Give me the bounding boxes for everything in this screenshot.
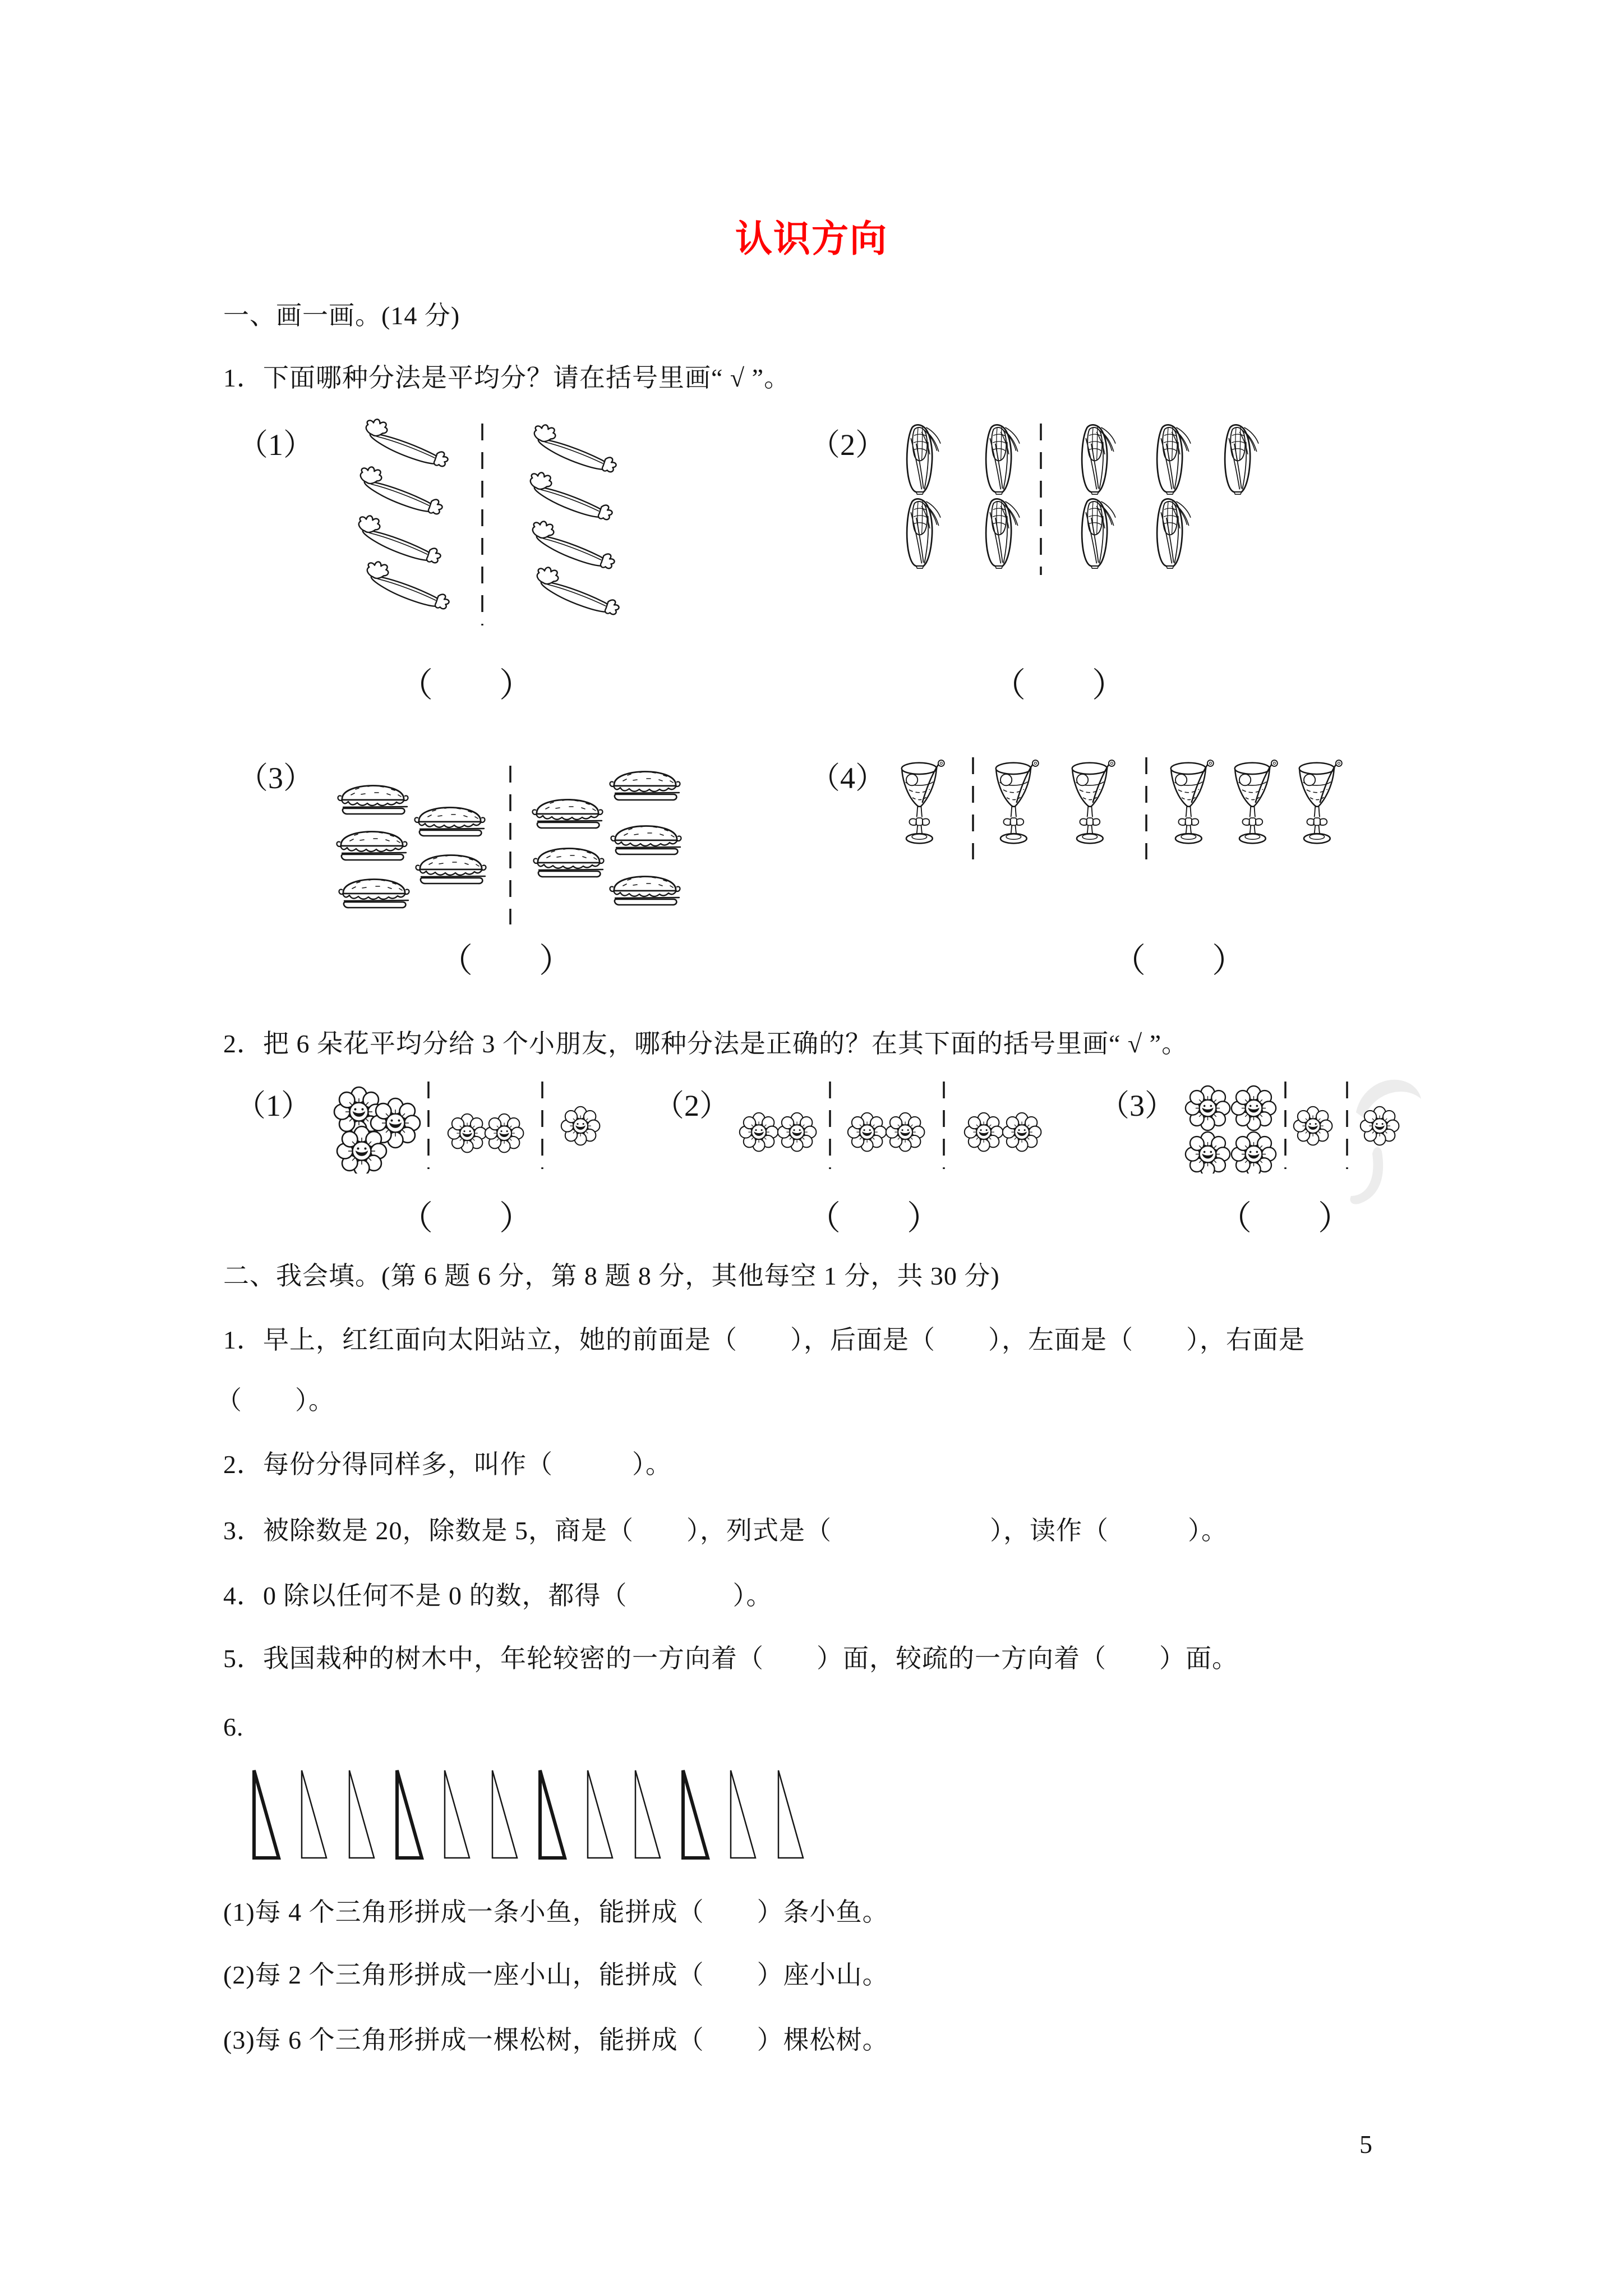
triangle-icon [397, 1770, 422, 1858]
q1-item4-label: （4） [810, 761, 886, 795]
section2-q4: 4．0 除以任何不是 0 的数，都得（ ）。 [223, 1581, 773, 1610]
bracket-close: ） [499, 1200, 533, 1237]
flower-icon [1003, 1113, 1041, 1152]
radish-icon [367, 562, 449, 609]
triangle-icon [731, 1770, 755, 1858]
drink-icon [1299, 760, 1342, 843]
section2-q3: 3．被除数是 20，除数是 5，商是（ ），列式是（ ），读作（ ）。 [223, 1516, 1228, 1545]
section2-q6-sub2: (2)每 2 个三角形拼成一座小山，能拼成（ ）座小山。 [223, 1961, 889, 1989]
hamburger-icon [338, 786, 408, 815]
section1-heading: 一、画一画。(14 分) [223, 301, 460, 330]
q1-item3-picture [328, 757, 721, 932]
corn-icon [907, 425, 940, 494]
bracket-close: ） [499, 667, 533, 704]
flower-icon [1232, 1132, 1276, 1174]
radish-icon [366, 419, 448, 466]
hamburger-icon [416, 855, 486, 884]
drink-icon [1072, 760, 1115, 843]
corn-icon [1157, 425, 1191, 494]
corn-icon [1082, 499, 1115, 568]
q1-item4-answer-bracket [1112, 944, 1246, 978]
section2-q6-sub1: (1)每 4 个三角形拼成一条小鱼，能拼成（ ）条小鱼。 [223, 1898, 889, 1926]
section1-q1-text: 1．下面哪种分法是平均分？请在括号里画“ √ ”。 [223, 364, 791, 392]
section2-q6-sub3: (3)每 6 个三角形拼成一棵松树，能拼成（ ）棵松树。 [223, 2026, 889, 2054]
q1-item2-answer-bracket [992, 669, 1126, 702]
bracket-close: ） [1212, 942, 1246, 979]
radish-icon [537, 567, 619, 614]
section2-heading: 二、我会填。(第 6 题 6 分，第 8 题 8 分，其他每空 1 分，共 30 分) [223, 1262, 1000, 1290]
hamburger-icon [611, 826, 681, 855]
q1-item1-label: （1） [238, 428, 313, 462]
q2-item2-label: （2） [654, 1089, 730, 1122]
page-title: 认识方向 [735, 219, 888, 260]
section2-q1-line1: 1．早上，红红面向太阳站立，她的前面是（ ），后面是（ ），左面是（ ），右面是 [223, 1326, 1305, 1354]
drink-icon [902, 760, 944, 843]
triangle-icon [683, 1770, 708, 1858]
drink-icon [1235, 760, 1278, 843]
flower-icon [886, 1113, 925, 1152]
drink-icon [1171, 760, 1214, 843]
q2-item3-answer-bracket [1218, 1202, 1352, 1235]
q2-item3-picture [1177, 1077, 1420, 1174]
q1-item2-picture [886, 418, 1279, 581]
radish-icon [359, 516, 441, 563]
flower-icon [1186, 1132, 1230, 1174]
section2-q1-line2: （ ）。 [216, 1386, 335, 1415]
triangle-icon [302, 1770, 326, 1858]
section1-q2-text: 2．把 6 朵花平均分给 3 个小朋友，哪种分法是正确的？在其下面的括号里画“ √ ”。 [223, 1029, 1188, 1058]
hamburger-icon [339, 880, 409, 908]
bracket-close: ） [1092, 667, 1126, 704]
triangle-icon [635, 1770, 660, 1858]
corn-icon [986, 425, 1020, 494]
flower-icon [448, 1114, 487, 1153]
bracket-open: （ [992, 667, 1026, 704]
q1-item3-label: （3） [238, 761, 313, 795]
section2-q5: 5．我国栽种的树木中，年轮较密的一方向着（ ）面，较疏的一方向着（ ）面。 [223, 1644, 1238, 1673]
q2-item2-picture [729, 1077, 1049, 1174]
flower-icon [1361, 1107, 1399, 1145]
triangle-icon [778, 1770, 803, 1858]
bracket-open: （ [807, 1200, 841, 1237]
drink-icon [996, 760, 1039, 843]
corn-icon [986, 499, 1020, 568]
flower-icon [778, 1113, 817, 1152]
q1-item2-label: （2） [810, 428, 886, 462]
q2-item2-answer-bracket [807, 1202, 940, 1235]
flower-icon [1232, 1086, 1276, 1130]
flower-icon [561, 1107, 600, 1145]
section2-q6-number: 6. [223, 1713, 244, 1741]
hamburger-icon [610, 772, 680, 800]
q1-item3-answer-bracket [439, 944, 573, 978]
triangle-icon [445, 1770, 469, 1858]
flower-icon [848, 1113, 887, 1152]
bracket-close: ） [1318, 1200, 1352, 1237]
hamburger-icon [533, 800, 603, 829]
corn-icon [1157, 499, 1191, 568]
bracket-open: （ [439, 942, 473, 979]
triangle-icon [349, 1770, 374, 1858]
radish-icon [533, 521, 615, 568]
triangle-icon [540, 1770, 565, 1858]
q1-item1-picture [314, 415, 673, 635]
triangle-icon [588, 1770, 612, 1858]
hamburger-icon [337, 832, 407, 861]
q1-item1-answer-bracket [399, 669, 533, 702]
q2-item1-answer-bracket [399, 1202, 533, 1235]
bracket-open: （ [399, 1200, 433, 1237]
triangle-icon [492, 1770, 517, 1858]
section2-q2: 2．每份分得同样多，叫作（ ）。 [223, 1450, 672, 1479]
q1-item4-picture [886, 752, 1391, 864]
triangle-icon [254, 1770, 279, 1858]
radish-icon [531, 472, 612, 519]
q6-triangles-picture [247, 1766, 813, 1862]
q2-item1-label: （1） [236, 1089, 311, 1122]
page-number: 5 [1359, 2130, 1372, 2159]
hamburger-icon [534, 849, 604, 877]
bracket-close: ） [539, 942, 573, 979]
bracket-open: （ [399, 667, 433, 704]
bracket-open: （ [1112, 942, 1146, 979]
bracket-open: （ [1218, 1200, 1252, 1237]
radish-icon [361, 467, 442, 514]
flower-icon [740, 1113, 778, 1152]
flower-icon [485, 1114, 524, 1153]
flower-icon [965, 1113, 1003, 1152]
corn-icon [1225, 425, 1258, 494]
flower-icon [1294, 1107, 1332, 1145]
radish-icon [534, 425, 616, 472]
corn-icon [907, 499, 940, 568]
corn-icon [1082, 425, 1115, 494]
q2-item3-label: （3） [1099, 1089, 1175, 1122]
hamburger-icon [415, 808, 485, 836]
q2-item1-picture [332, 1077, 629, 1174]
bracket-close: ） [907, 1200, 940, 1237]
flower-icon [337, 1126, 386, 1174]
flower-icon [1186, 1086, 1230, 1130]
hamburger-icon [610, 877, 680, 905]
